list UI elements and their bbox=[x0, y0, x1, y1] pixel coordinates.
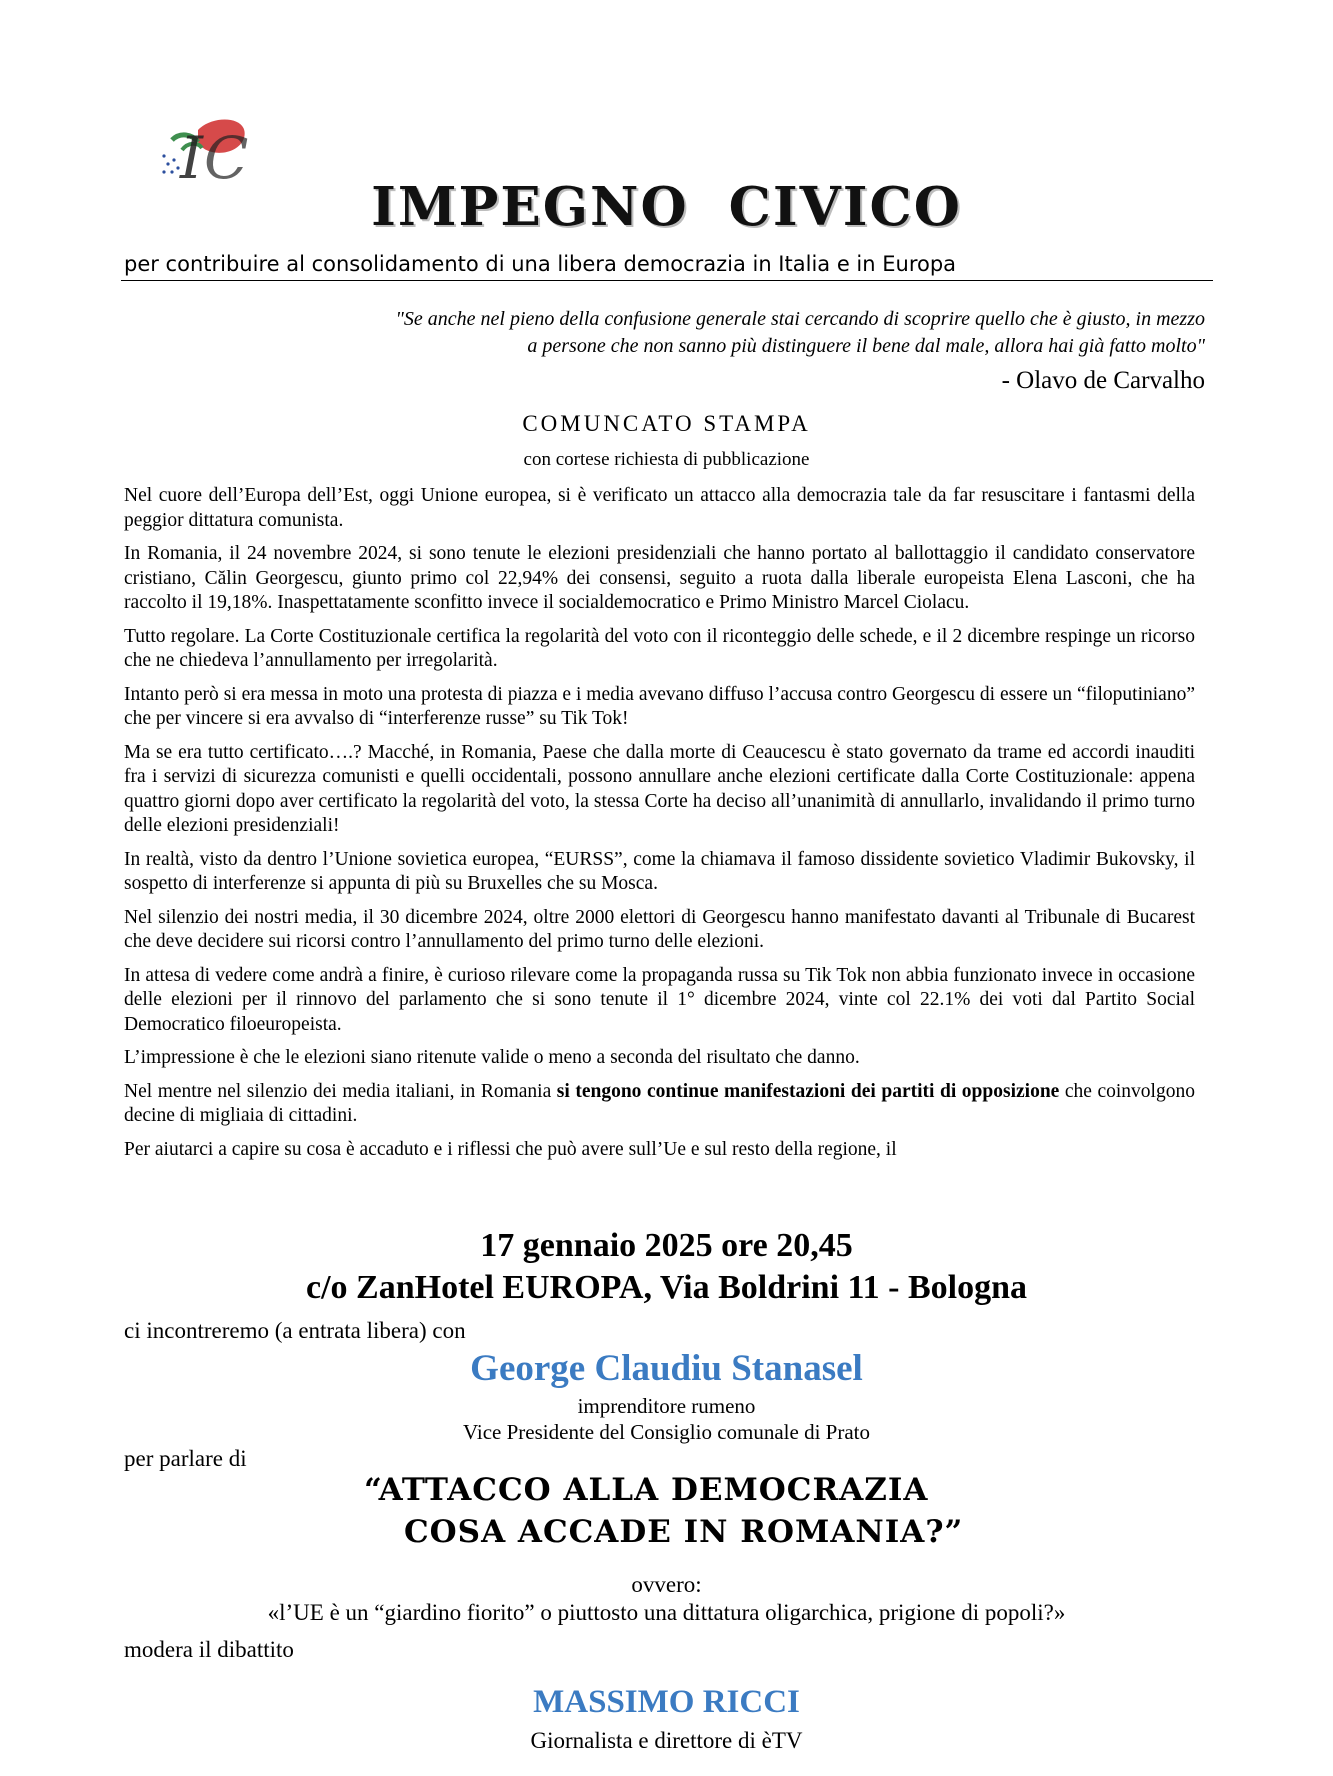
moderator-name: MASSIMO RICCI bbox=[533, 1684, 800, 1720]
body-text bbox=[124, 484, 1195, 1171]
ovvero-label: ovvero: bbox=[631, 1572, 702, 1597]
org-title-part2: CIVICO bbox=[728, 176, 962, 238]
paragraph-10-pre: Nel mentre nel silenzio dei media italiani, in Romania bbox=[124, 1080, 557, 1102]
ic-logo-icon bbox=[158, 112, 262, 184]
paragraph-5: Ma se era tutto certificato….? Macché, in Romania, Paese che dalla morte di Ceaucescu è stato governato da trame ed accordi inauditi fra i servizi di sicurezza comunisti e quelli occidentali, possono annullare anche elezioni certificate dalla Corte Costituzionale: appena quattro giorni dopo aver certificato la regolarità del voto, la stessa Corte ha deciso all’unanimità di annullarlo, invalidando il primo turno delle elezioni presidenziali! bbox=[124, 741, 1195, 836]
talk-line: per parlare di bbox=[124, 1446, 247, 1471]
tagline: per contribuire al consolidamento di una libera democrazia in Italia e in Europa bbox=[124, 252, 957, 276]
paragraph-11: Per aiutarci a capire su cosa è accaduto e i riflessi che può avere sull’Ue e sul resto della regione, il bbox=[124, 1138, 897, 1160]
event-venue: c/o ZanHotel EUROPA, Via Boldrini 11 - Bologna bbox=[306, 1269, 1027, 1306]
paragraph-8: In attesa di vedere come andrà a finire, è curioso rilevare come la propaganda russa su Tik Tok non abbia funzionato invece in occasione delle elezioni per il rinnovo del parlamento che si sono tenute il 1° dicembre 2024, vinte col 22.1% dei voti dal Partito Social Democratico filoeuropeista. bbox=[124, 964, 1195, 1035]
moderator-role: Giornalista e direttore di èTV bbox=[530, 1728, 803, 1753]
press-release-title: COMUNCATO STAMPA bbox=[522, 411, 811, 436]
paragraph-1: Nel cuore dell’Europa dell’Est, oggi Unione europea, si è verificato un attacco alla democrazia tale da far resuscitare i fantasmi della peggior dittatura comunista. bbox=[124, 485, 1195, 531]
svg-text:C: C bbox=[204, 124, 249, 184]
topic-line-2: COSA ACCADE IN ROMANIA?” bbox=[404, 1514, 964, 1550]
header-divider bbox=[121, 280, 1213, 281]
press-release-subtitle: con cortese richiesta di pubblicazione bbox=[523, 449, 810, 470]
moderator-lead: modera il dibattito bbox=[124, 1637, 294, 1662]
org-title-part1: IMPEGNO bbox=[371, 176, 689, 238]
quote-line-1: "Se anche nel pieno della confusione generale stai cercando di scoprire quello che è giusto, in mezzo bbox=[395, 308, 1205, 330]
debate-question: «l’UE è un “giardino fiorito” o piuttosto una dittatura oligarchica, prigione di popoli?» bbox=[267, 1600, 1066, 1625]
speaker-role-1: imprenditore rumeno bbox=[577, 1394, 756, 1418]
paragraph-9: L’impressione è che le elezioni siano ritenute valide o meno a seconda del risultato che danno. bbox=[124, 1047, 860, 1068]
quote-line-2: a persone che non sanno più distinguere il bene dal male, allora hai già fatto molto" bbox=[527, 335, 1205, 357]
paragraph-3: Tutto regolare. La Corte Costituzionale certifica la regolarità del voto con il riconteggio delle schede, e il 2 dicembre respinge un ricorso che ne chiedeva l’annullamento per irregolarità. bbox=[124, 625, 1195, 671]
paragraph-10-bold: si tengono continue manifestazioni dei partiti di opposizione bbox=[556, 1080, 1060, 1102]
paragraph-2: In Romania, il 24 novembre 2024, si sono tenute le elezioni presidenziali che hanno portato al ballottaggio il candidato conservatore cristiano, Călin Georgescu, giunto primo col 22,94% dei consensi, seguito a ruota dalla liberale europeista Elena Lasconi, che ha raccolto il 19,18%. Inaspettatamente sconfitto invece il socialdemocratico e Primo Ministro Marcel Ciolacu. bbox=[124, 543, 1195, 613]
paragraph-10 bbox=[124, 1080, 1195, 1129]
epigraph-quote bbox=[395, 306, 1205, 360]
paragraph-6: In realtà, visto da dentro l’Unione sovietica europea, “EURSS”, come la chiamava il famoso dissidente sovietico Vladimir Bukovsky, il sospetto di interferenze si appunta di più su Bruxelles che su Mosca. bbox=[124, 848, 1195, 894]
paragraph-7: Nel silenzio dei nostri media, il 30 dicembre 2024, oltre 2000 elettori di Georgescu hanno manifestato davanti al Tribunale di Bucarest che deve decidere sui ricorsi contro l’annullamento del primo turno delle elezioni. bbox=[124, 906, 1195, 952]
svg-text:I: I bbox=[180, 124, 203, 184]
event-date: 17 gennaio 2025 ore 20,45 bbox=[480, 1227, 853, 1264]
meet-line: ci incontreremo (a entrata libera) con bbox=[124, 1318, 466, 1343]
topic-line-1: “ATTACCO ALLA DEMOCRAZIA bbox=[364, 1472, 929, 1508]
org-title bbox=[0, 176, 1333, 238]
speaker-role-2: Vice Presidente del Consiglio comunale di Prato bbox=[463, 1420, 870, 1444]
paragraph-10-post: che coinvolgono decine di migliaia di cittadini. bbox=[124, 1080, 1195, 1126]
speaker-name: George Claudiu Stanasel bbox=[470, 1348, 863, 1389]
paragraph-4: Intanto però si era messa in moto una protesta di piazza e i media avevano diffuso l’accusa contro Georgescu di essere un “filoputiniano” che per vincere si era avvalso di “interferenze russe” su Tik Tok! bbox=[124, 683, 1195, 729]
quote-author: - Olavo de Carvalho bbox=[1001, 367, 1205, 394]
